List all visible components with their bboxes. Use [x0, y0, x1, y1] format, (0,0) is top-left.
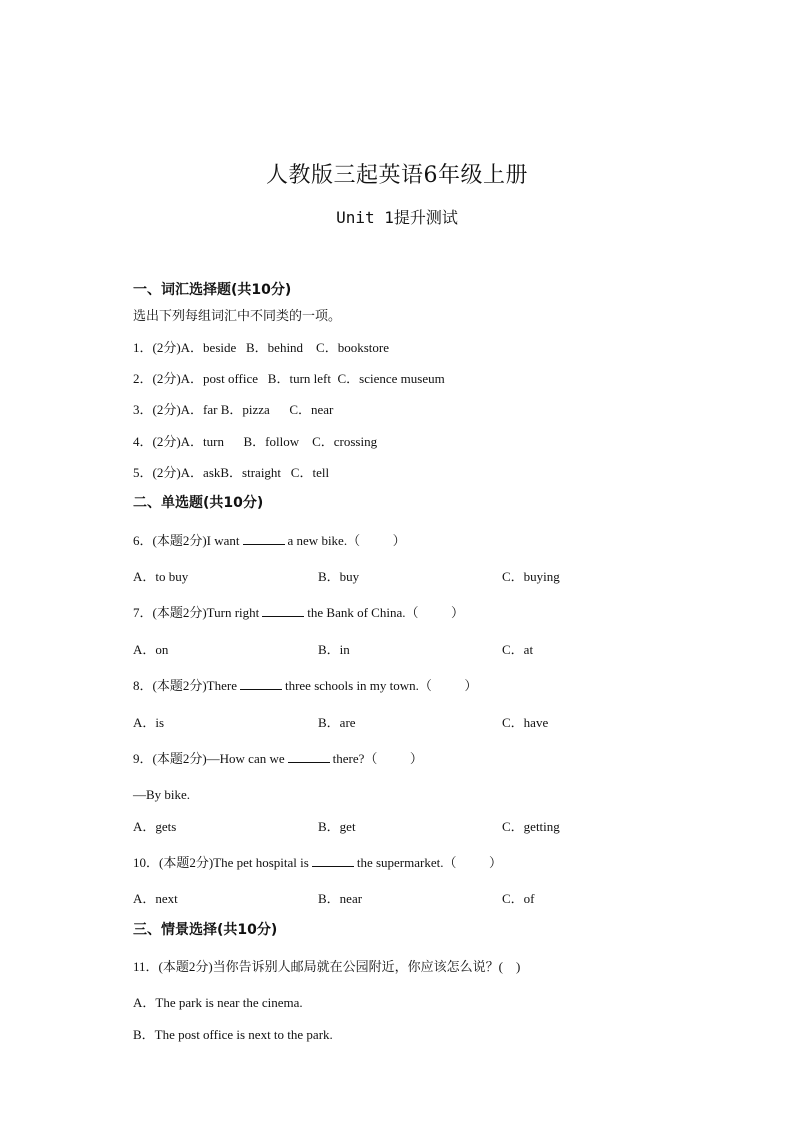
question-stem-end: there?（ ）	[332, 751, 423, 766]
option-b: B．get	[318, 819, 356, 834]
question-stem-end: three schools in my town.（ ）	[284, 678, 478, 693]
option-b: B．The post office is next to the park.	[133, 1027, 333, 1042]
answer-blank[interactable]	[312, 854, 354, 867]
question-stem: 7．(本题2分)Turn right	[133, 605, 260, 620]
question-stem: 10．(本题2分)The pet hospital is	[133, 855, 309, 870]
option-b: B．in	[318, 642, 350, 657]
question-1: 1．(2分)A．beside B．behind C．bookstore	[133, 340, 390, 355]
question-5: 5．(2分)A．askB．straight C．tell	[133, 465, 330, 480]
section-heading-single-choice: 二、单选题(共10分)	[133, 495, 264, 511]
question-stem-end: the Bank of China.（ ）	[307, 605, 464, 620]
option-b: B．are	[318, 715, 356, 730]
question-stem-end: a new bike.（ ）	[287, 533, 406, 548]
answer-blank[interactable]	[243, 532, 285, 545]
option-a: A．next	[133, 891, 178, 906]
question-2: 2．(2分)A．post office B．turn left C．science museum	[133, 371, 445, 386]
answer-blank[interactable]	[240, 677, 282, 690]
question-4: 4．(2分)A．turn B．follow C．crossing	[133, 434, 378, 449]
question-3: 3．(2分)A．far B．pizza C．near	[133, 402, 334, 417]
answer-blank[interactable]	[288, 750, 330, 763]
question-9	[133, 749, 423, 769]
dialogue-reply: —By bike.	[133, 787, 191, 802]
option-b: B．buy	[318, 569, 360, 584]
question-stem: 8．(本题2分)There	[133, 678, 237, 693]
option-c: C．at	[502, 642, 534, 657]
question-stem-end: the supermarket.（ ）	[356, 855, 502, 870]
option-c: C．of	[502, 891, 535, 906]
question-8	[133, 676, 477, 696]
section-heading-situational: 三、情景选择(共10分)	[133, 922, 278, 938]
option-a: A．is	[133, 715, 165, 730]
option-a: A．The park is near the cinema.	[133, 995, 303, 1010]
question-10	[133, 853, 502, 873]
section-heading-vocabulary: 一、词汇选择题(共10分)	[133, 282, 292, 298]
section-instruction: 选出下列每组词汇中不同类的一项。	[133, 309, 342, 324]
question-7	[133, 603, 464, 623]
question-stem: 6．(本题2分)I want	[133, 533, 240, 548]
answer-blank[interactable]	[262, 604, 304, 617]
option-c: C．getting	[502, 819, 560, 834]
question-11: 11．(本题2分)当你告诉别人邮局就在公园附近，你应该怎么说？( )	[133, 959, 521, 974]
option-a: A．on	[133, 642, 169, 657]
option-c: C．buying	[502, 569, 560, 584]
question-6	[133, 531, 406, 551]
page-title: 人教版三起英语6年级上册	[266, 163, 528, 188]
option-a: A．gets	[133, 819, 177, 834]
option-b: B．near	[318, 891, 363, 906]
question-stem: 9．(本题2分)—How can we	[133, 751, 285, 766]
option-c: C．have	[502, 715, 549, 730]
page-subtitle: Unit 1提升测试	[336, 208, 458, 227]
option-a: A．to buy	[133, 569, 189, 584]
